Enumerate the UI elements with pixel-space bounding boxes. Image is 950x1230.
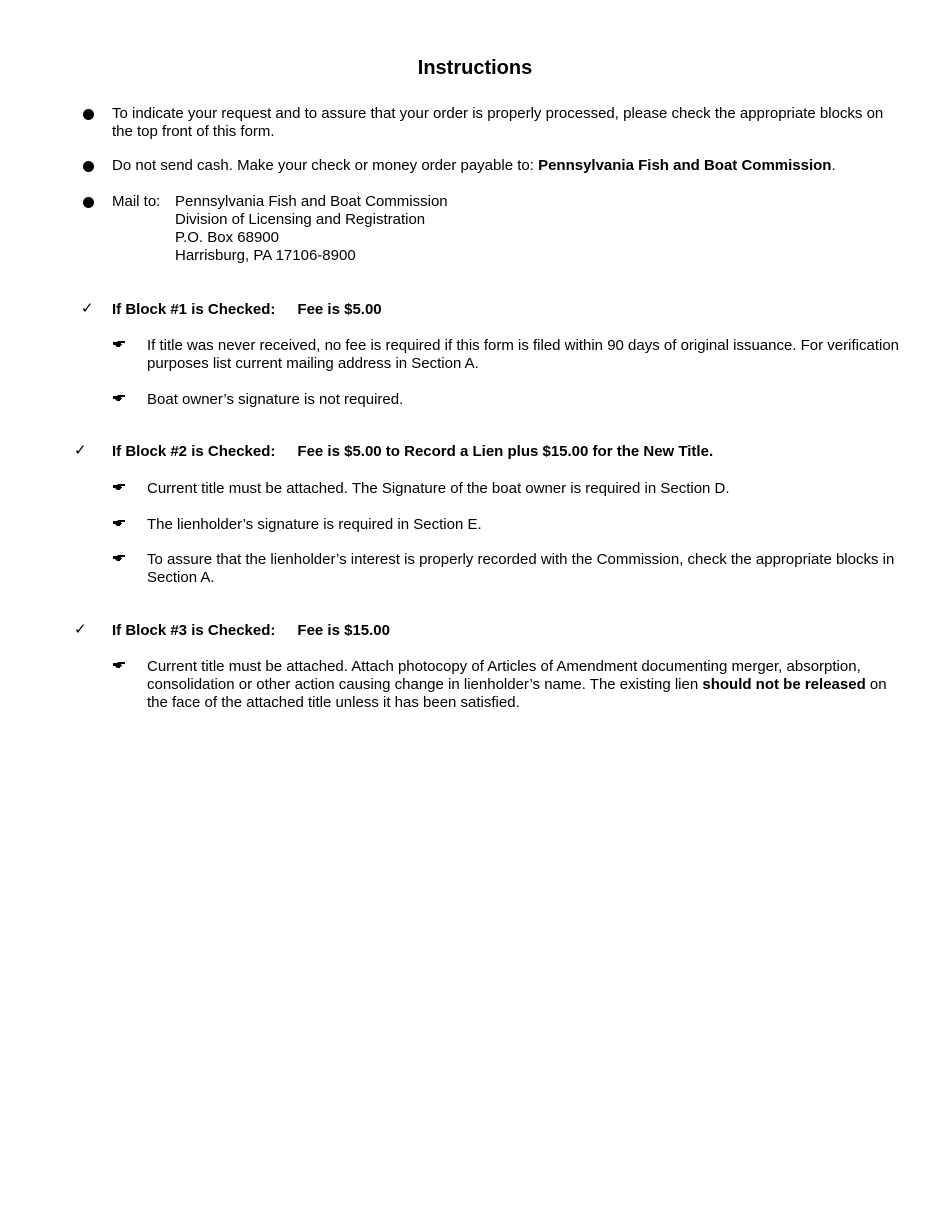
block-2-fee: Fee is $5.00 to Record a Lien plus $15.00 for the New Title. [297,443,714,460]
block-1-label: If Block #1 is Checked: [112,301,276,318]
payee-name: Pennsylvania Fish and Boat Commission [538,157,832,174]
block-1-item: If title was never received, no fee is required if this form is filed within 90 days of original issuance. For verification purposes list current mailing address in Section A. [147,337,900,372]
address-line: Harrisburg, PA 17106-8900 [175,247,356,264]
mail-to-label: Mail to: [112,193,161,210]
payment-text: Do not send cash. Make your check or money order payable to: [112,157,539,174]
address-line: Division of Licensing and Registration [175,211,426,228]
pointing-hand-icon [113,662,126,669]
checkmark-icon: ✓ [74,442,87,459]
bullet-dot [83,161,94,172]
block-2-item: The lienholder’s signature is required in Section E. [147,516,482,533]
pointing-hand-icon [113,555,126,562]
mailing-address [175,193,448,265]
block-1-fee: Fee is $5.00 [297,301,382,318]
pointing-hand-icon [113,395,126,402]
pointing-hand-icon [113,341,126,348]
pointing-hand-icon [113,520,126,527]
block-3-heading [112,622,902,640]
address-line: P.O. Box 68900 [175,229,279,246]
bullet-dot [83,109,94,120]
block-3-text-end: on the face of the attached title unless it has been satisfied. [147,676,887,711]
pointing-hand-icon [113,484,126,491]
block-1-item: Boat owner’s signature is not required. [147,391,404,408]
block-2-heading [112,443,902,461]
block-3-text: Current title must be attached. Attach photocopy of Articles of Amendment documenting merger, absorption, consolidation or other action causing change in lienholder’s name. The existing lien [147,658,861,693]
address-line: Pennsylvania Fish and Boat Commission [175,193,448,210]
instruction-check-blocks: To indicate your request and to assure that your order is properly processed, please check the appropriate blocks on the top front of this form. [112,105,884,140]
block-3-label: If Block #3 is Checked: [112,622,276,639]
block-2-item: Current title must be attached. The Signature of the boat owner is required in Section D. [147,480,730,497]
bullet-dot [83,197,94,208]
block-2-item: To assure that the lienholder’s interest is properly recorded with the Commission, check the appropriate blocks in Section A. [147,551,895,586]
checkmark-icon: ✓ [81,300,94,317]
block-3-emphasis: should not be released [702,676,866,693]
page-title: Instructions [417,57,533,79]
block-3-item [147,658,907,712]
payment-period: . [831,157,836,174]
instruction-payment [112,157,902,175]
block-1-heading [112,301,902,319]
checkmark-icon: ✓ [74,621,87,638]
block-3-fee: Fee is $15.00 [297,622,390,639]
block-2-label: If Block #2 is Checked: [112,443,276,460]
